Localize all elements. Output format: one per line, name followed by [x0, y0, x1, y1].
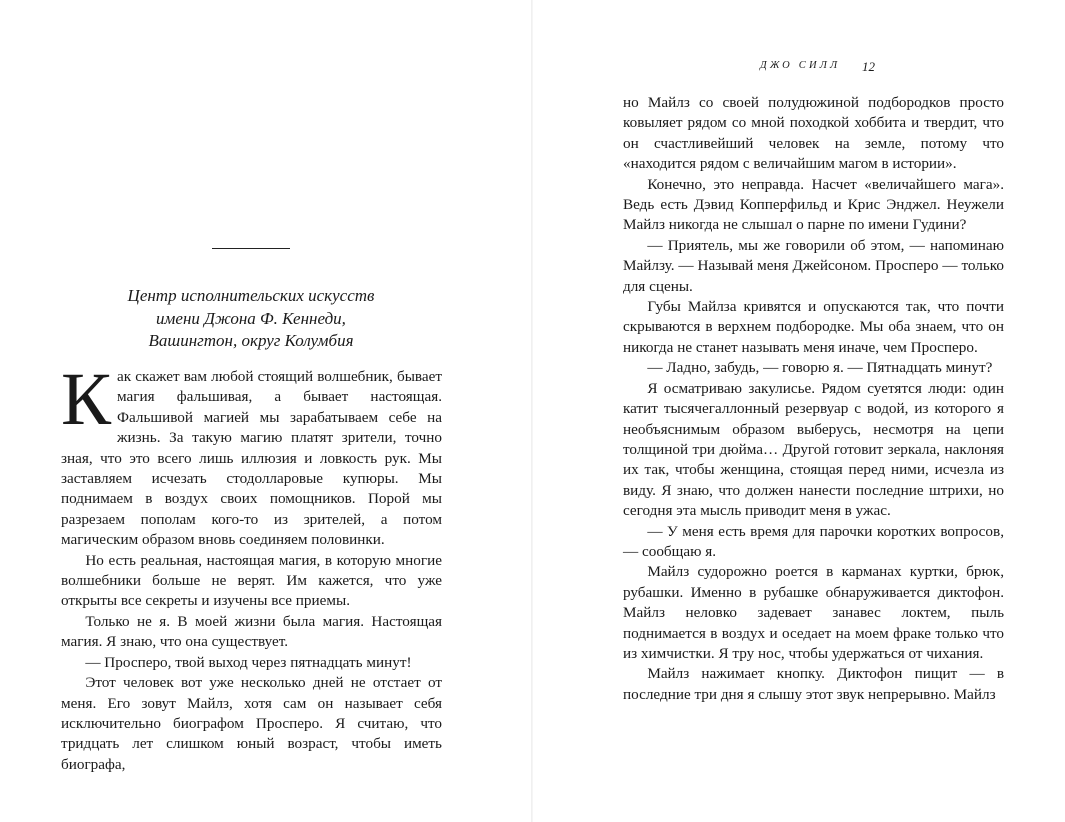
right-body-text	[623, 93, 1004, 705]
paragraph: Майлз нажимает кнопку. Диктофон пищит — в последние три дня я слышу этот звук непрерывно. Майлз	[623, 665, 1004, 703]
drop-cap: К	[61, 358, 112, 441]
paragraph: Этот человек вот уже несколько дней не отстает от меня. Его зовут Майлз, хотя сам он называет себя исключительно биографом Просперо. Я считаю, что тридцать лет слишком юный возраст, чтобы иметь биографа,	[61, 674, 442, 773]
dialogue-paragraph: — Просперо, твой выход через пятнадцать минут!	[85, 653, 412, 671]
running-head-author: ДЖО СИЛЛ	[760, 60, 841, 71]
paragraph: Губы Майлза кривятся и опускаются так, что почти скрываются в верхнем подбородке. Мы оба знаем, что он никогда не станет называть меня иначе, чем Просперо.	[623, 298, 1004, 356]
opening-paragraph	[61, 358, 442, 551]
location-line: имени Джона Ф. Кеннеди,	[156, 308, 346, 328]
location-line: Центр исполнительских искусств	[127, 286, 375, 305]
paragraph: Но есть реальная, настоящая магия, в которую многие волшебники больше не верят. Им кажется, что уже открыты все секреты и изучены все приемы.	[61, 551, 442, 610]
page-number: 12	[862, 59, 875, 74]
dialogue-paragraph: — У меня есть время для парочки коротких вопросов, — сообщаю я.	[623, 522, 1004, 560]
left-page	[0, 0, 532, 822]
paragraph: Конечно, это неправда. Насчет «величайшего мага». Ведь есть Дэвид Копперфильд и Крис Энджел. Неужели Майлз никогда не слышал о парне по имени Гудини?	[623, 175, 1004, 234]
section-divider	[212, 248, 290, 249]
location-line: Вашингтон, округ Колумбия	[148, 331, 354, 350]
continuation-paragraph: но Майлз со своей полудюжиной подбородков просто ковыляет рядом со мной походкой хоббита и твердит, что он счастливейший человек на земле, потому что «находится рядом с величайшим магом в истории».	[623, 94, 1004, 173]
dialogue-paragraph: — Приятель, мы же говорили об этом, — напоминаю Майлзу. — Называй меня Джейсоном. Просперо — только для сцены.	[623, 236, 1004, 295]
opening-paragraph-text: ак скажет вам любой стоящий волшебник, бывает магия фальшивая, а бывает настоящая. Фальшивой магией мы зарабатываем себе на жизнь. За такую магию платят зрители, точно зная, что это всего лишь иллюзия и ловкость рук. Мы заставляем исчезать стодолларовые купюры. Мы поднимаем в воздух своих помощников. Порой мы разрезаем пополам кого-то из зрителей, а потом магическим образом вновь соединяем половинки.	[61, 368, 442, 549]
left-body-text	[61, 358, 442, 775]
dialogue-paragraph: — Ладно, забудь, — говорю я. — Пятнадцать минут?	[647, 359, 993, 377]
paragraph: Только не я. В моей жизни была магия. Настоящая магия. Я знаю, что она существует.	[61, 612, 442, 651]
paragraph: Я осматриваю закулисье. Рядом суетятся люди: один катит тысячегаллонный резервуар с водой, из которого я необъяснимым образом выберусь, несмотря на цепи толщиной три дюйма… Другой готовит зеркала, наклоняя их так, чтобы женщина, стоящая перед ними, исчезла из виду. Я знаю, что должен нанести последние штрихи, но сегодня эта мысль приводит меня в ужас.	[623, 379, 1004, 520]
scene-location-heading	[60, 285, 442, 353]
paragraph: Майлз судорожно роется в карманах куртки, брюк, рубашки. Именно в рубашке обнаруживается диктофон. Майлз неловко задевает занавес локтем, пыль поднимается в воздух и оседает на моем фраке только что из химчистки. Я тру нос, чтобы удержаться от чихания.	[623, 563, 1004, 662]
